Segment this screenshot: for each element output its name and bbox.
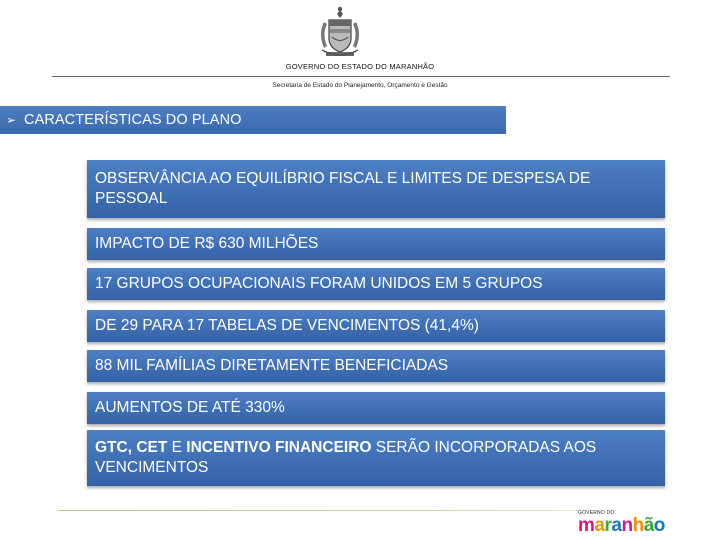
list-item — [87, 268, 665, 300]
list-item-bold-text: GTC, CET — [95, 439, 168, 456]
list-item — [87, 392, 665, 424]
state-coat-of-arms-icon — [312, 4, 368, 60]
governo-maranhao-logo — [578, 510, 692, 538]
list-item-text-part: SERÃO INCORPORADAS AOS VENCIMENTOS — [95, 439, 597, 476]
list-item-text: OBSERVÂNCIA AO EQUILÍBRIO FISCAL E LIMITES DE DESPESA DE PESSOAL — [95, 170, 591, 207]
arrow-bullet-icon: ➢ — [6, 113, 17, 127]
list-item-text: 88 MIL FAMÍLIAS DIRETAMENTE BENEFICIADAS — [95, 357, 449, 374]
list-item-text: IMPACTO DE R$ 630 MILHÕES — [95, 235, 319, 252]
section-title: CARACTERÍSTICAS DO PLANO — [24, 112, 242, 128]
secretariat-subtitle: Secretaria de Estado do Planejamento, Orçamento e Gestão — [272, 82, 448, 89]
list-item-bold-text: INCENTIVO FINANCEIRO — [186, 439, 372, 456]
list-item — [87, 228, 665, 260]
government-title: GOVERNO DO ESTADO DO MARANHÃO — [285, 62, 435, 71]
section-header — [0, 106, 506, 134]
list-item — [87, 430, 665, 486]
list-item-text: DE 29 PARA 17 TABELAS DE VENCIMENTOS (41,4%) — [95, 317, 479, 334]
list-item-text-part: E — [167, 439, 187, 456]
footer-divider — [58, 510, 578, 511]
list-item-text: AUMENTOS DE ATÉ 330% — [95, 399, 285, 416]
list-item-text — [95, 438, 657, 478]
header-divider — [52, 76, 670, 77]
logo-small-text: GOVERNO DO — [578, 510, 615, 516]
logo-wordmark: maranhão — [578, 515, 665, 536]
list-item — [87, 310, 665, 342]
list-item — [87, 350, 665, 382]
list-item — [87, 160, 665, 218]
list-item-text: 17 GRUPOS OCUPACIONAIS FORAM UNIDOS EM 5 GRUPOS — [95, 275, 543, 292]
